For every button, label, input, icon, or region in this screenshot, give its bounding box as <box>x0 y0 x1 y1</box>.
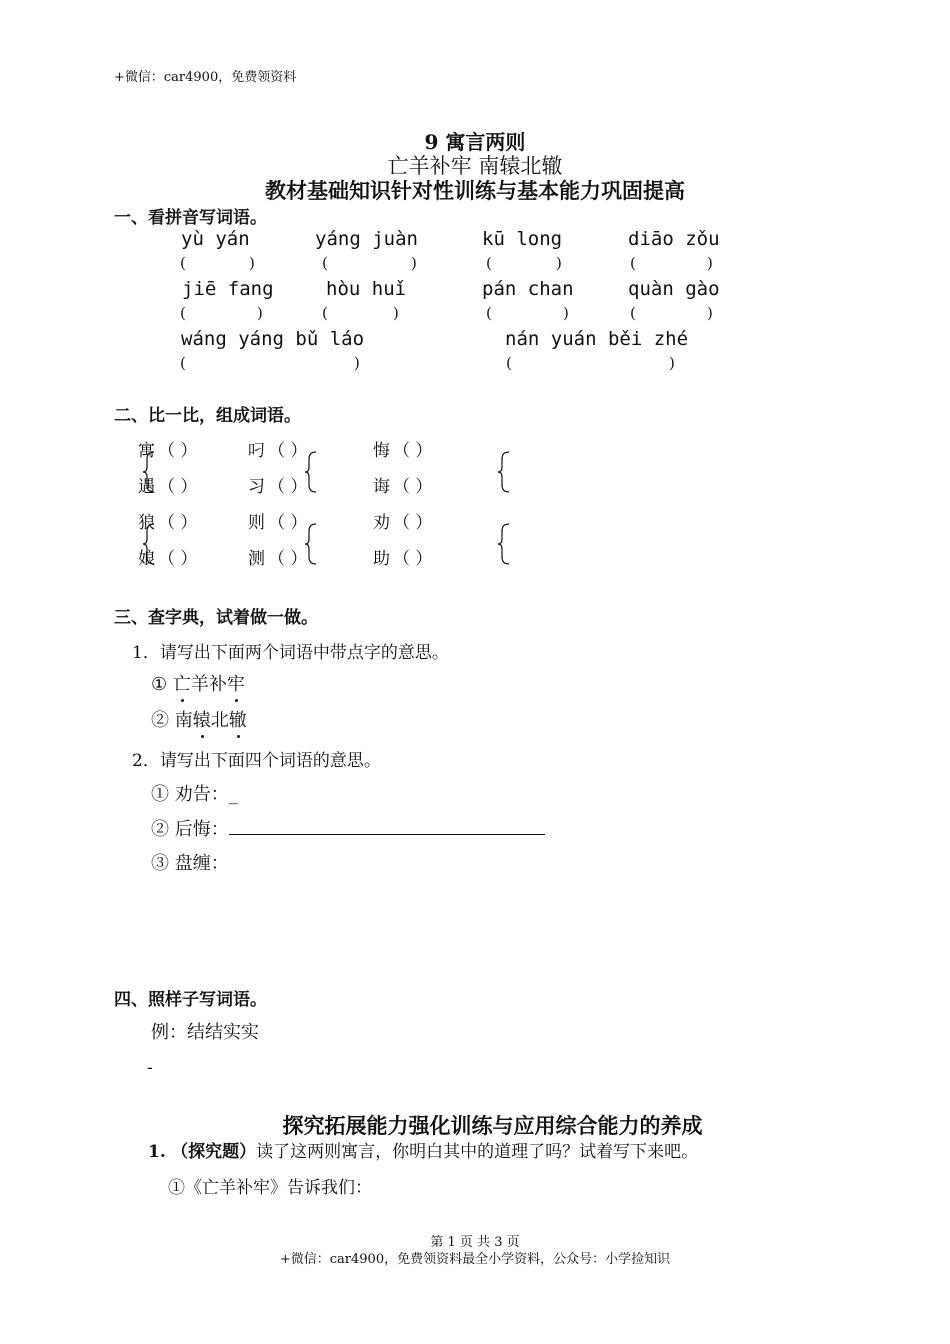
compare-char: 测 <box>248 549 265 569</box>
answer-paren-close: ) <box>707 254 713 272</box>
compare-blank: （ ） <box>268 441 308 461</box>
compare-blank: （ ） <box>393 549 433 569</box>
section3-heading: 三、查字典，试着做一做。 <box>114 608 318 628</box>
answer-paren-close: ) <box>257 304 263 322</box>
section4-heading: 四、照样子写词语。 <box>114 990 267 1010</box>
answer-paren-open: ( <box>486 254 492 272</box>
dotted-char: 辙 <box>229 706 247 732</box>
pinyin-5: jiē fang <box>182 278 274 300</box>
dotted-char: 辕 <box>193 706 211 732</box>
section1-heading: 一、看拼音写词语。 <box>114 208 267 228</box>
page-number: 第 1 页 共 3 页 <box>430 1235 520 1250</box>
answer-paren-close: ) <box>393 304 399 322</box>
compare-blank: （ ） <box>158 477 198 497</box>
part-b-title: 探究拓展能力强化训练与应用综合能力的养成 <box>282 1113 703 1138</box>
brace-icon <box>304 523 318 565</box>
meaning-item-3: ③ 盘缠： <box>151 853 229 874</box>
pinyin-3: kū long <box>482 228 563 250</box>
brace-icon <box>304 451 318 493</box>
pinyin-1: yù yán <box>181 228 250 250</box>
pinyin-6: hòu huǐ <box>326 278 407 300</box>
pinyin-8: quàn gào <box>628 278 720 300</box>
answer-paren-close: ) <box>669 354 675 372</box>
answer-underline <box>229 818 545 835</box>
compare-blank: （ ） <box>393 441 433 461</box>
answer-paren-close: ) <box>563 304 569 322</box>
compare-char: 则 <box>248 513 265 533</box>
meaning-item-2: ② 后悔： <box>151 815 545 841</box>
pinyin-10: nán yuán běi zhé <box>505 328 689 350</box>
question-2: 2．请写出下面四个词语的意思。 <box>132 751 381 771</box>
answer-paren-open: ( <box>322 304 328 322</box>
compare-char: 劝 <box>373 513 390 533</box>
compare-blank: （ ） <box>268 549 308 569</box>
answer-paren-close: ) <box>707 304 713 322</box>
compare-char: 助 <box>373 549 390 569</box>
part-b-question-1: 1. （探究题）读了这两则寓言，你明白其中的道理了吗？试着写下来吧。 <box>148 1142 699 1162</box>
lesson-subtitle: 亡羊补牢 南辕北辙 <box>387 154 563 178</box>
meaning-item-1: ① 劝告：_ <box>151 784 238 805</box>
dash-mark: - <box>147 1058 153 1078</box>
brace-icon <box>142 451 156 493</box>
example-text: 例：结结实实 <box>151 1022 259 1043</box>
pinyin-2: yáng juàn <box>315 228 418 250</box>
compare-char: 狼 <box>138 513 155 533</box>
pinyin-4: diāo zǒu <box>628 228 720 250</box>
section2-heading: 二、比一比，组成词语。 <box>114 406 301 426</box>
compare-blank: （ ） <box>393 477 433 497</box>
part-b-sub-question: ①《亡羊补牢》告诉我们： <box>168 1178 372 1198</box>
answer-paren-open: ( <box>180 304 186 322</box>
compare-char: 叼 <box>248 441 265 461</box>
brace-icon <box>142 523 156 565</box>
compare-char: 娘 <box>138 549 155 569</box>
header-note: +微信：car4900，免费领资料 <box>114 70 297 85</box>
dotted-word-2: ② 南辕北辙 <box>151 706 247 732</box>
compare-char: 悔 <box>373 441 390 461</box>
answer-paren-open: ( <box>506 354 512 372</box>
brace-icon <box>497 523 511 565</box>
part-a-title: 教材基础知识针对性训练与基本能力巩固提高 <box>265 178 685 203</box>
compare-char: 遇 <box>138 477 155 497</box>
compare-blank: （ ） <box>158 513 198 533</box>
compare-char: 诲 <box>373 477 390 497</box>
dotted-char: 亡 <box>173 670 191 696</box>
answer-paren-open: ( <box>630 304 636 322</box>
pinyin-9: wáng yáng bǔ láo <box>181 328 365 350</box>
dotted-char: 牢 <box>227 670 245 696</box>
compare-blank: （ ） <box>393 513 433 533</box>
answer-paren-close: ) <box>354 354 360 372</box>
answer-paren-open: ( <box>486 304 492 322</box>
answer-paren-open: ( <box>180 254 186 272</box>
compare-blank: （ ） <box>158 441 198 461</box>
compare-char: 寓 <box>138 441 155 461</box>
pinyin-7: pán chan <box>482 278 574 300</box>
lesson-title: 9 寓言两则 <box>424 130 526 154</box>
question-1: 1．请写出下面两个词语中带点字的意思。 <box>132 643 449 663</box>
compare-char: 习 <box>248 477 265 497</box>
compare-blank: （ ） <box>268 477 308 497</box>
compare-blank: （ ） <box>268 513 308 533</box>
compare-blank: （ ） <box>158 549 198 569</box>
footer-note: +微信：car4900，免费领资料最全小学资料，公众号：小学捡知识 <box>279 1252 671 1267</box>
answer-paren-close: ) <box>411 254 417 272</box>
answer-paren-open: ( <box>180 354 186 372</box>
answer-paren-open: ( <box>322 254 328 272</box>
answer-paren-close: ) <box>249 254 255 272</box>
answer-paren-open: ( <box>630 254 636 272</box>
answer-paren-close: ) <box>556 254 562 272</box>
dotted-word-1: ① 亡羊补牢 <box>151 670 245 696</box>
brace-icon <box>497 451 511 493</box>
